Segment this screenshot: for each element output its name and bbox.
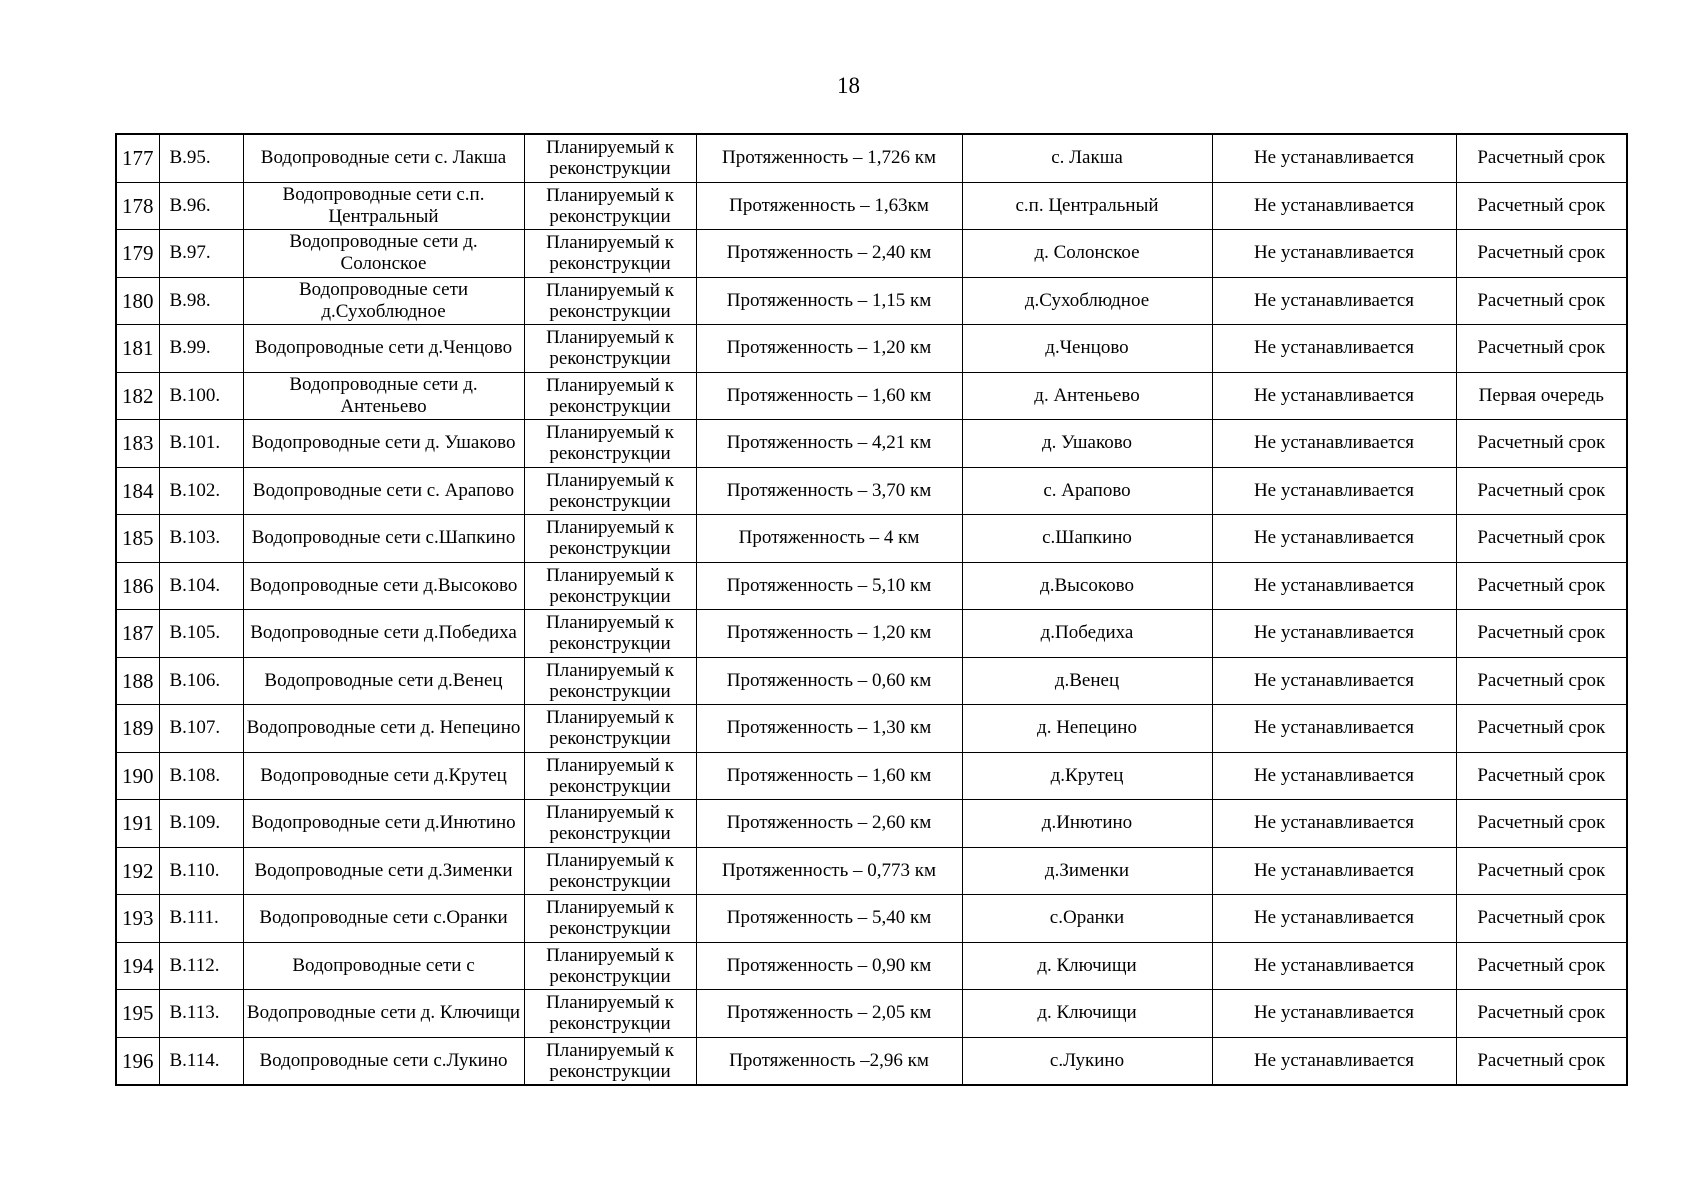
- object-name-cell: Водопроводные сети д.Крутец: [243, 752, 524, 800]
- table-row: [116, 372, 1627, 420]
- object-location-cell: д. Солонское: [962, 230, 1212, 278]
- protection-zone-cell: Не устанавливается: [1212, 372, 1456, 420]
- implementation-term-cell: Расчетный срок: [1456, 134, 1627, 182]
- row-number-cell: 191: [116, 800, 159, 848]
- object-location-cell: с.Шапкино: [962, 515, 1212, 563]
- protection-zone-cell: Не устанавливается: [1212, 657, 1456, 705]
- implementation-term-cell: Расчетный срок: [1456, 277, 1627, 325]
- row-number-cell: 187: [116, 610, 159, 658]
- row-number-cell: 183: [116, 420, 159, 468]
- table-row: [116, 277, 1627, 325]
- object-length-cell: Протяженность – 0,90 км: [696, 942, 962, 990]
- object-length-cell: Протяженность – 1,30 км: [696, 705, 962, 753]
- protection-zone-cell: Не устанавливается: [1212, 942, 1456, 990]
- row-number-cell: 194: [116, 942, 159, 990]
- object-location-cell: д.Сухоблюдное: [962, 277, 1212, 325]
- object-status-cell: Планируемый к реконструкции: [524, 847, 696, 895]
- table-row: [116, 895, 1627, 943]
- row-number-cell: 193: [116, 895, 159, 943]
- object-code-cell: В.109.: [159, 800, 243, 848]
- object-code-cell: В.99.: [159, 325, 243, 373]
- object-length-cell: Протяженность – 1,20 км: [696, 610, 962, 658]
- table-row: [116, 1037, 1627, 1085]
- row-number-cell: 177: [116, 134, 159, 182]
- object-name-cell: Водопроводные сети д. Непецино: [243, 705, 524, 753]
- object-location-cell: д. Ушаково: [962, 420, 1212, 468]
- object-length-cell: Протяженность – 1,63км: [696, 182, 962, 230]
- implementation-term-cell: Расчетный срок: [1456, 325, 1627, 373]
- object-code-cell: В.97.: [159, 230, 243, 278]
- row-number-cell: 185: [116, 515, 159, 563]
- object-name-cell: Водопроводные сети д.Сухоблюдное: [243, 277, 524, 325]
- object-length-cell: Протяженность – 1,20 км: [696, 325, 962, 373]
- object-location-cell: д. Антеньево: [962, 372, 1212, 420]
- row-number-cell: 181: [116, 325, 159, 373]
- row-number-cell: 186: [116, 562, 159, 610]
- table-row: [116, 990, 1627, 1038]
- implementation-term-cell: Расчетный срок: [1456, 705, 1627, 753]
- object-length-cell: Протяженность – 3,70 км: [696, 467, 962, 515]
- object-length-cell: Протяженность –2,96 км: [696, 1037, 962, 1085]
- object-status-cell: Планируемый к реконструкции: [524, 990, 696, 1038]
- object-code-cell: В.95.: [159, 134, 243, 182]
- row-number-cell: 196: [116, 1037, 159, 1085]
- object-location-cell: д. Ключищи: [962, 990, 1212, 1038]
- object-status-cell: Планируемый к реконструкции: [524, 752, 696, 800]
- row-number-cell: 192: [116, 847, 159, 895]
- implementation-term-cell: Расчетный срок: [1456, 562, 1627, 610]
- object-location-cell: д.Инютино: [962, 800, 1212, 848]
- protection-zone-cell: Не устанавливается: [1212, 182, 1456, 230]
- object-name-cell: Водопроводные сети с.п. Центральный: [243, 182, 524, 230]
- protection-zone-cell: Не устанавливается: [1212, 990, 1456, 1038]
- row-number-cell: 188: [116, 657, 159, 705]
- object-location-cell: д. Непецино: [962, 705, 1212, 753]
- protection-zone-cell: Не устанавливается: [1212, 705, 1456, 753]
- object-code-cell: В.102.: [159, 467, 243, 515]
- row-number-cell: 179: [116, 230, 159, 278]
- object-location-cell: д.Победиха: [962, 610, 1212, 658]
- object-code-cell: В.104.: [159, 562, 243, 610]
- object-location-cell: с.Лукино: [962, 1037, 1212, 1085]
- table-row: [116, 515, 1627, 563]
- object-status-cell: Планируемый к реконструкции: [524, 230, 696, 278]
- row-number-cell: 195: [116, 990, 159, 1038]
- object-name-cell: Водопроводные сети д.Инютино: [243, 800, 524, 848]
- object-length-cell: Протяженность – 4 км: [696, 515, 962, 563]
- object-length-cell: Протяженность – 2,05 км: [696, 990, 962, 1038]
- object-code-cell: В.96.: [159, 182, 243, 230]
- implementation-term-cell: Расчетный срок: [1456, 230, 1627, 278]
- object-name-cell: Водопроводные сети с.Оранки: [243, 895, 524, 943]
- table-row: [116, 752, 1627, 800]
- object-location-cell: с. Арапово: [962, 467, 1212, 515]
- protection-zone-cell: Не устанавливается: [1212, 420, 1456, 468]
- row-number-cell: 190: [116, 752, 159, 800]
- protection-zone-cell: Не устанавливается: [1212, 847, 1456, 895]
- object-code-cell: В.108.: [159, 752, 243, 800]
- protection-zone-cell: Не устанавливается: [1212, 800, 1456, 848]
- implementation-term-cell: Расчетный срок: [1456, 467, 1627, 515]
- protection-zone-cell: Не устанавливается: [1212, 134, 1456, 182]
- object-name-cell: Водопроводные сети д.Зименки: [243, 847, 524, 895]
- object-name-cell: Водопроводные сети с. Лакша: [243, 134, 524, 182]
- object-name-cell: Водопроводные сети д. Ключищи: [243, 990, 524, 1038]
- object-name-cell: Водопроводные сети д. Солонское: [243, 230, 524, 278]
- object-name-cell: Водопроводные сети с.Шапкино: [243, 515, 524, 563]
- implementation-term-cell: Первая очередь: [1456, 372, 1627, 420]
- object-code-cell: В.100.: [159, 372, 243, 420]
- implementation-term-cell: Расчетный срок: [1456, 752, 1627, 800]
- implementation-term-cell: Расчетный срок: [1456, 515, 1627, 563]
- object-status-cell: Планируемый к реконструкции: [524, 895, 696, 943]
- object-location-cell: с. Лакша: [962, 134, 1212, 182]
- implementation-term-cell: Расчетный срок: [1456, 990, 1627, 1038]
- table-row: [116, 657, 1627, 705]
- protection-zone-cell: Не устанавливается: [1212, 515, 1456, 563]
- table-row: [116, 942, 1627, 990]
- object-code-cell: В.103.: [159, 515, 243, 563]
- object-code-cell: В.101.: [159, 420, 243, 468]
- table-body: [116, 134, 1627, 1085]
- object-name-cell: Водопроводные сети д.Победиха: [243, 610, 524, 658]
- object-length-cell: Протяженность – 5,40 км: [696, 895, 962, 943]
- implementation-term-cell: Расчетный срок: [1456, 800, 1627, 848]
- object-code-cell: В.112.: [159, 942, 243, 990]
- row-number-cell: 178: [116, 182, 159, 230]
- protection-zone-cell: Не устанавливается: [1212, 562, 1456, 610]
- object-name-cell: Водопроводные сети с.Лукино: [243, 1037, 524, 1085]
- table-row: [116, 847, 1627, 895]
- table-row: [116, 420, 1627, 468]
- object-length-cell: Протяженность – 2,40 км: [696, 230, 962, 278]
- object-status-cell: Планируемый к реконструкции: [524, 182, 696, 230]
- object-code-cell: В.110.: [159, 847, 243, 895]
- object-status-cell: Планируемый к реконструкции: [524, 800, 696, 848]
- table-row: [116, 705, 1627, 753]
- protection-zone-cell: Не устанавливается: [1212, 752, 1456, 800]
- object-location-cell: д.Высоково: [962, 562, 1212, 610]
- table-row: [116, 230, 1627, 278]
- protection-zone-cell: Не устанавливается: [1212, 610, 1456, 658]
- object-name-cell: Водопроводные сети д.Венец: [243, 657, 524, 705]
- table-row: [116, 610, 1627, 658]
- object-code-cell: В.106.: [159, 657, 243, 705]
- object-name-cell: Водопроводные сети д. Антеньево: [243, 372, 524, 420]
- object-name-cell: Водопроводные сети д.Высоково: [243, 562, 524, 610]
- object-status-cell: Планируемый к реконструкции: [524, 277, 696, 325]
- object-name-cell: Водопроводные сети д. Ушаково: [243, 420, 524, 468]
- object-length-cell: Протяженность – 0,773 км: [696, 847, 962, 895]
- object-status-cell: Планируемый к реконструкции: [524, 372, 696, 420]
- object-length-cell: Протяженность – 1,15 км: [696, 277, 962, 325]
- protection-zone-cell: Не устанавливается: [1212, 467, 1456, 515]
- table-row: [116, 800, 1627, 848]
- object-status-cell: Планируемый к реконструкции: [524, 515, 696, 563]
- table-row: [116, 325, 1627, 373]
- table-row: [116, 182, 1627, 230]
- object-length-cell: Протяженность – 2,60 км: [696, 800, 962, 848]
- water-network-table: [115, 133, 1628, 1086]
- object-status-cell: Планируемый к реконструкции: [524, 562, 696, 610]
- object-length-cell: Протяженность – 1,726 км: [696, 134, 962, 182]
- implementation-term-cell: Расчетный срок: [1456, 420, 1627, 468]
- page-number: 18: [837, 73, 860, 98]
- table-row: [116, 134, 1627, 182]
- object-location-cell: д. Ключищи: [962, 942, 1212, 990]
- object-code-cell: В.113.: [159, 990, 243, 1038]
- object-code-cell: В.105.: [159, 610, 243, 658]
- object-location-cell: д.Крутец: [962, 752, 1212, 800]
- implementation-term-cell: Расчетный срок: [1456, 610, 1627, 658]
- implementation-term-cell: Расчетный срок: [1456, 1037, 1627, 1085]
- object-code-cell: В.114.: [159, 1037, 243, 1085]
- row-number-cell: 189: [116, 705, 159, 753]
- implementation-term-cell: Расчетный срок: [1456, 847, 1627, 895]
- object-location-cell: с.Оранки: [962, 895, 1212, 943]
- object-status-cell: Планируемый к реконструкции: [524, 657, 696, 705]
- protection-zone-cell: Не устанавливается: [1212, 230, 1456, 278]
- implementation-term-cell: Расчетный срок: [1456, 182, 1627, 230]
- table-row: [116, 562, 1627, 610]
- object-status-cell: Планируемый к реконструкции: [524, 467, 696, 515]
- object-length-cell: Протяженность – 5,10 км: [696, 562, 962, 610]
- protection-zone-cell: Не устанавливается: [1212, 325, 1456, 373]
- object-status-cell: Планируемый к реконструкции: [524, 420, 696, 468]
- object-status-cell: Планируемый к реконструкции: [524, 1037, 696, 1085]
- object-code-cell: В.111.: [159, 895, 243, 943]
- row-number-cell: 184: [116, 467, 159, 515]
- object-name-cell: Водопроводные сети с. Арапово: [243, 467, 524, 515]
- object-status-cell: Планируемый к реконструкции: [524, 610, 696, 658]
- object-length-cell: Протяженность – 0,60 км: [696, 657, 962, 705]
- object-status-cell: Планируемый к реконструкции: [524, 705, 696, 753]
- object-status-cell: Планируемый к реконструкции: [524, 942, 696, 990]
- object-status-cell: Планируемый к реконструкции: [524, 325, 696, 373]
- protection-zone-cell: Не устанавливается: [1212, 895, 1456, 943]
- object-code-cell: В.98.: [159, 277, 243, 325]
- object-name-cell: Водопроводные сети д.Ченцово: [243, 325, 524, 373]
- object-length-cell: Протяженность – 4,21 км: [696, 420, 962, 468]
- implementation-term-cell: Расчетный срок: [1456, 657, 1627, 705]
- protection-zone-cell: Не устанавливается: [1212, 277, 1456, 325]
- object-location-cell: с.п. Центральный: [962, 182, 1212, 230]
- object-name-cell: Водопроводные сети с: [243, 942, 524, 990]
- table-row: [116, 467, 1627, 515]
- object-code-cell: В.107.: [159, 705, 243, 753]
- object-location-cell: д.Ченцово: [962, 325, 1212, 373]
- implementation-term-cell: Расчетный срок: [1456, 895, 1627, 943]
- object-length-cell: Протяженность – 1,60 км: [696, 372, 962, 420]
- protection-zone-cell: Не устанавливается: [1212, 1037, 1456, 1085]
- object-location-cell: д.Венец: [962, 657, 1212, 705]
- implementation-term-cell: Расчетный срок: [1456, 942, 1627, 990]
- object-location-cell: д.Зименки: [962, 847, 1212, 895]
- row-number-cell: 180: [116, 277, 159, 325]
- row-number-cell: 182: [116, 372, 159, 420]
- object-length-cell: Протяженность – 1,60 км: [696, 752, 962, 800]
- object-status-cell: Планируемый к реконструкции: [524, 134, 696, 182]
